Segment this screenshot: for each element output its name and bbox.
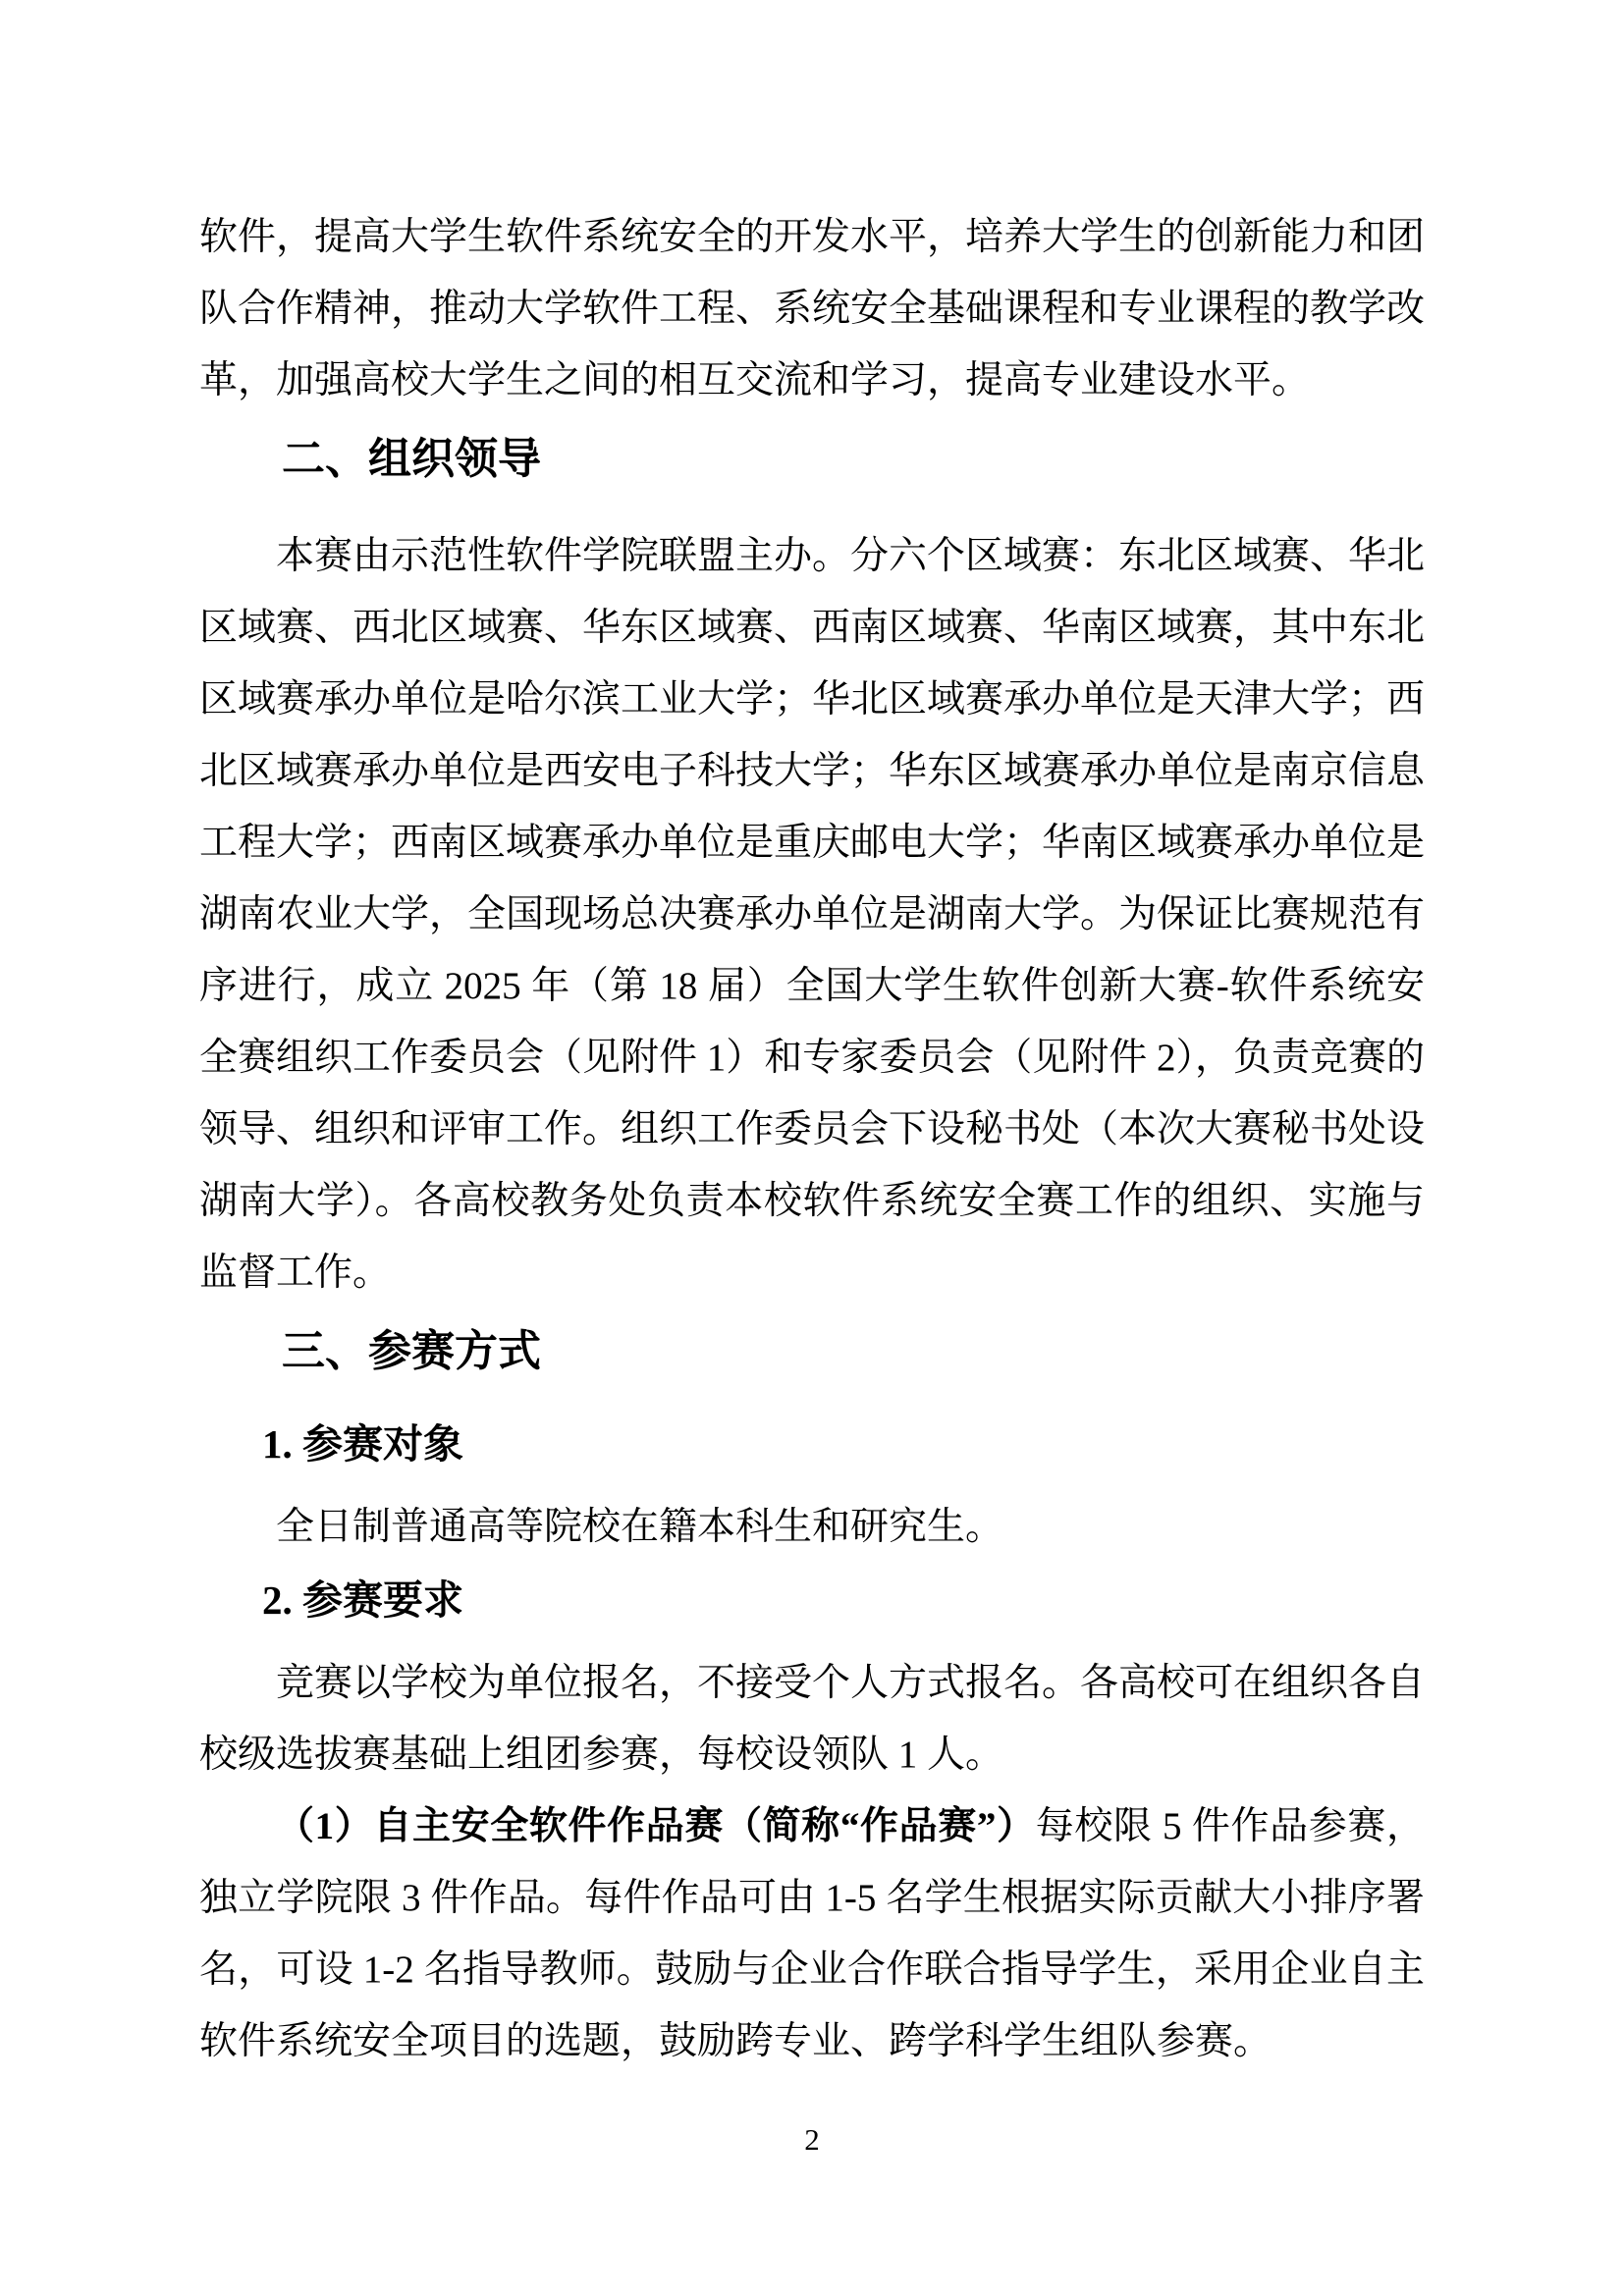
paragraph-requirements: 竞赛以学校为单位报名，不接受个人方式报名。各高校可在组织各自校级选拔赛基础上组团参赛，每校设领队 1 人。 bbox=[199, 1662, 1426, 1776]
paragraph-works-contest bbox=[199, 1790, 1425, 2077]
paragraph-organization: 本赛由示范性软件学院联盟主办。分六个区域赛：东北区域赛、华北区域赛、西北区域赛、华东区域赛、西南区域赛、华南区域赛，其中东北区域赛承办单位是哈尔滨工业大学；华北区域赛承办单位是天津大学；西北区域赛承办单位是西安电子科技大学；华东区域赛承办单位是南京信息工程大学；西南区域赛承办单位是重庆邮电大学；华南区域赛承办单位是湖南农业大学，全国现场总决赛承办单位是湖南大学。为保证比赛规范有序进行，成立 2025 年（第 18 届）全国大学生软件创新大赛-软件系统安全赛组织工作委员会（见附件 1）和专家委员会（见附件 2），负责竞赛的领导、组织和评审工作。组织工作委员会下设秘书处（本次大赛秘书处设湖南大学）。各高校教务处负责本校软件系统安全赛工作的组织、实施与监督工作。 bbox=[199, 535, 1426, 1294]
works-contest-rest: 每校限 5 件作品参赛，独立学院限 3 件作品。每件作品可由 1-5 名学生根据实际贡献大小排序署名，可设 1-2 名指导教师。鼓励与企业合作联合指导学生，采用企业自主软件系统安全项目的选题，鼓励跨专业、跨学科学生组队参赛。 bbox=[199, 1805, 1425, 2062]
heading-participation-method: 三、参赛方式 bbox=[282, 1327, 541, 1375]
works-contest-lead: （1）自主安全软件作品赛（简称“作品赛”） bbox=[276, 1805, 1036, 1847]
paragraph-intro: 软件，提高大学生软件系统安全的开发水平，培养大学生的创新能力和团队合作精神，推动大学软件工程、系统安全基础课程和专业课程的教学改革，加强高校大学生之间的相互交流和学习，提高专业建设水平。 bbox=[199, 216, 1426, 401]
heading-organization: 二、组织领导 bbox=[282, 435, 541, 483]
paragraph-participants: 全日制普通高等院校在籍本科生和研究生。 bbox=[276, 1506, 1004, 1548]
subheading-requirements: 2. 参赛要求 bbox=[262, 1577, 463, 1623]
page-number: 2 bbox=[804, 2122, 820, 2157]
subheading-participants: 1. 参赛对象 bbox=[262, 1421, 463, 1467]
